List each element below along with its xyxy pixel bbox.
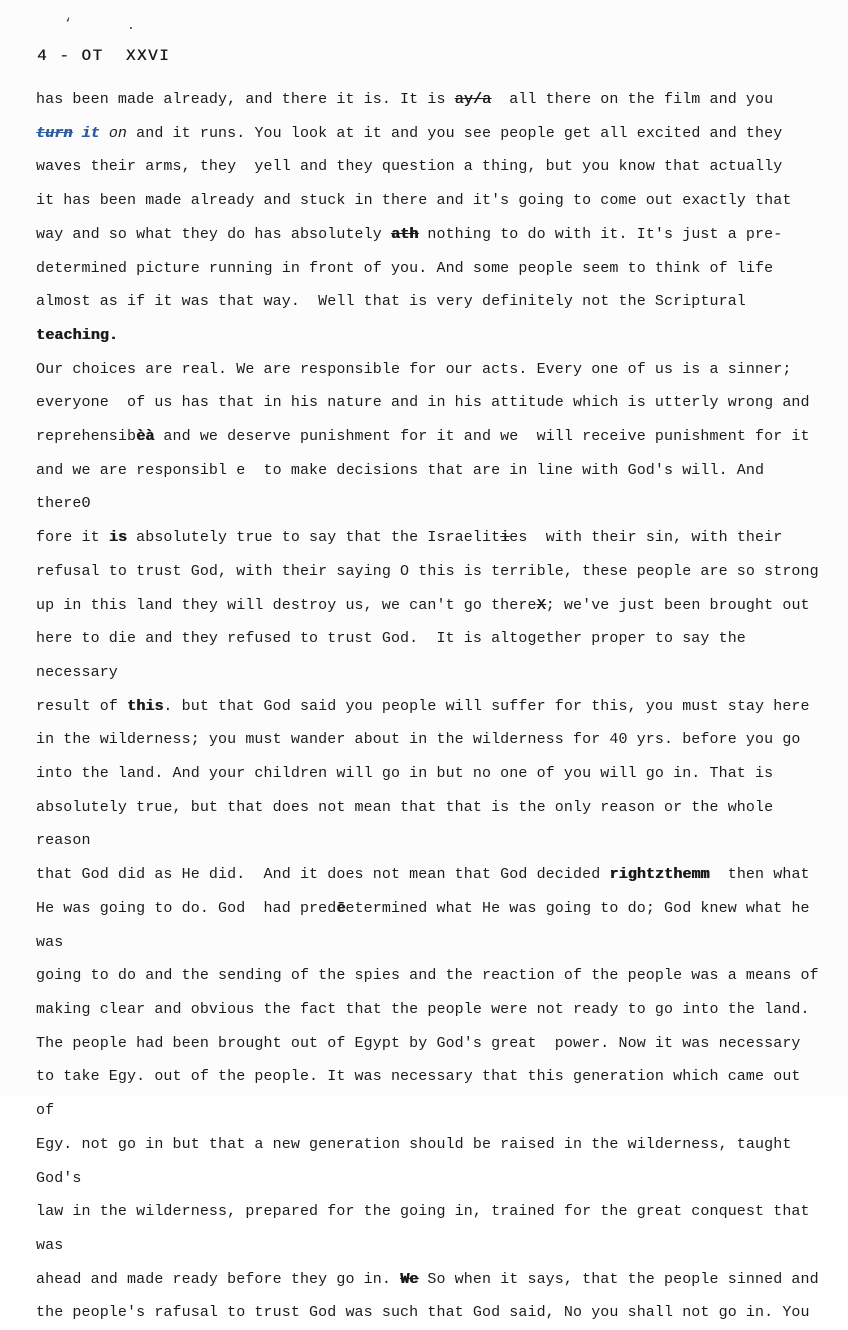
overstrike-segment: i xyxy=(500,529,510,547)
text-line xyxy=(36,1195,826,1262)
text-line xyxy=(36,1296,826,1330)
text-segment: has been made already, and there it is. It is xyxy=(36,91,455,108)
text-line xyxy=(36,690,826,724)
overstrike-segment: ē xyxy=(336,899,346,917)
text-line xyxy=(36,252,826,286)
text-line xyxy=(36,589,826,623)
typed-text-block xyxy=(36,83,826,1330)
stray-ink-mark: ‘ xyxy=(64,16,72,31)
text-line xyxy=(36,1027,826,1061)
text-segment: then what xyxy=(709,866,810,884)
text-line xyxy=(36,723,826,757)
text-line xyxy=(36,791,826,858)
text-segment: everyone of us has that in his nature and in his attitude which is utterly wrong and xyxy=(36,394,810,412)
overstrike-segment: rightzthemm xyxy=(609,866,710,884)
text-line xyxy=(36,218,826,252)
text-line xyxy=(36,622,826,689)
text-segment: He was going to do. God had pred xyxy=(36,899,337,917)
text-segment: So when it says, that the people sinned and xyxy=(418,1270,819,1288)
stray-ink-mark: . xyxy=(127,18,135,33)
overstrike-segment: We xyxy=(400,1270,419,1288)
text-segment: ahead and made ready before they go in. xyxy=(36,1270,401,1288)
text-segment: law in the wilderness, prepared for the going in, trained for the great conquest that was xyxy=(36,1203,819,1254)
text-line xyxy=(36,858,826,892)
overstrike-segment: it xyxy=(81,124,100,142)
text-segment: up in this land they will destroy us, we can't go there xyxy=(36,596,537,614)
text-segment: etermined what He was going to do; God knew what he was xyxy=(36,899,819,951)
text-segment: ; we've just been brought out xyxy=(545,596,810,614)
text-line xyxy=(36,892,826,959)
text-line xyxy=(36,1128,826,1195)
text-segment: all there on the film and you xyxy=(491,91,774,108)
text-segment: Our choices are real. We are responsible for our acts. Every one of us is a sinner; xyxy=(36,360,792,378)
text-line xyxy=(36,285,826,352)
overstrike-segment: is xyxy=(108,529,128,547)
page-number-heading: 4 - OT XXVI xyxy=(37,47,171,65)
text-segment: and we deserve punishment for it and we will receive punishment for it xyxy=(154,428,810,446)
text-segment: result of xyxy=(36,697,128,715)
text-line xyxy=(36,521,826,555)
text-segment: making clear and obvious the fact that the people were not ready to go into the land. xyxy=(36,1000,810,1018)
text-segment xyxy=(100,125,109,142)
text-line xyxy=(36,150,826,184)
overstrike-segment: turn xyxy=(36,124,73,142)
text-line xyxy=(36,184,826,218)
text-line xyxy=(36,454,826,521)
text-line xyxy=(36,757,826,791)
text-segment: es with their sin, with their xyxy=(509,529,783,547)
overstrike-segment: ath xyxy=(390,225,419,243)
text-line xyxy=(36,959,826,993)
text-segment: the people's rafusal to trust God was such that God said, No you shall not go in. You xyxy=(36,1304,810,1322)
text-line xyxy=(36,555,826,589)
text-segment: and we are responsibl e to make decisions that are in line with God's will. And thereΘ xyxy=(36,461,774,513)
overstrike-segment: ay/a xyxy=(454,91,492,108)
text-line xyxy=(36,353,826,387)
text-segment: absolutely true, but that does not mean that that is the only reason or the whole reason xyxy=(36,798,783,850)
text-segment: . but that God said you people will suffer for this, you must stay here xyxy=(163,697,810,715)
text-segment: Egy. not go in but that a new generation should be raised in the wilderness, taught God's xyxy=(36,1135,801,1187)
text-segment: into the land. And your children will go in but no one of you will go in. That is xyxy=(36,765,774,783)
text-segment: it has been made already and stuck in there and it's going to come out exactly that xyxy=(36,192,792,210)
text-segment: The people had been brought out of Egypt by God's great power. Now it was necessary xyxy=(36,1034,801,1052)
text-line xyxy=(36,420,826,454)
text-segment xyxy=(72,125,81,142)
text-segment: fore it xyxy=(36,529,109,547)
text-segment: almost as if it was that way. Well that is very definitely not the Scriptural xyxy=(36,293,756,311)
overstrike-segment: èà xyxy=(136,428,155,446)
text-line xyxy=(36,117,826,151)
overstrike-segment: on xyxy=(108,124,128,142)
text-segment: going to do and the sending of the spies and the reaction of the people was a means of xyxy=(36,967,819,985)
text-segment: and it runs. You look at it and you see people get all excited and they xyxy=(127,124,783,142)
text-segment: absolutely true to say that the Israelit xyxy=(127,529,501,547)
text-segment: nothing to do with it. It's just a pre- xyxy=(418,225,783,243)
text-segment: here to die and they refused to trust God. It is altogether proper to say the necessary xyxy=(36,630,756,681)
text-line xyxy=(36,1060,826,1127)
overstrike-segment: teaching. xyxy=(36,326,118,344)
overstrike-segment: this xyxy=(127,697,164,715)
text-line xyxy=(36,83,826,117)
text-segment: refusal to trust God, with their saying O this is terrible, these people are so strong xyxy=(36,562,819,580)
text-segment: waves their arms, they yell and they question a thing, but you know that actually xyxy=(36,158,783,176)
text-segment: that God did as He did. And it does not mean that God decided xyxy=(36,866,610,884)
overstrike-segment: X xyxy=(536,596,546,614)
text-segment: reprehensib xyxy=(36,428,137,446)
text-segment: in the wilderness; you must wander about in the wilderness for 40 yrs. before you go xyxy=(36,731,801,749)
text-line xyxy=(36,1263,826,1297)
text-segment: determined picture running in front of you. And some people seem to think of life xyxy=(36,259,774,277)
text-segment: way and so what they do has absolutely xyxy=(36,225,391,243)
text-line xyxy=(36,386,826,420)
text-line xyxy=(36,993,826,1027)
text-segment: to take Egy. out of the people. It was necessary that this generation which came out of xyxy=(36,1068,810,1120)
